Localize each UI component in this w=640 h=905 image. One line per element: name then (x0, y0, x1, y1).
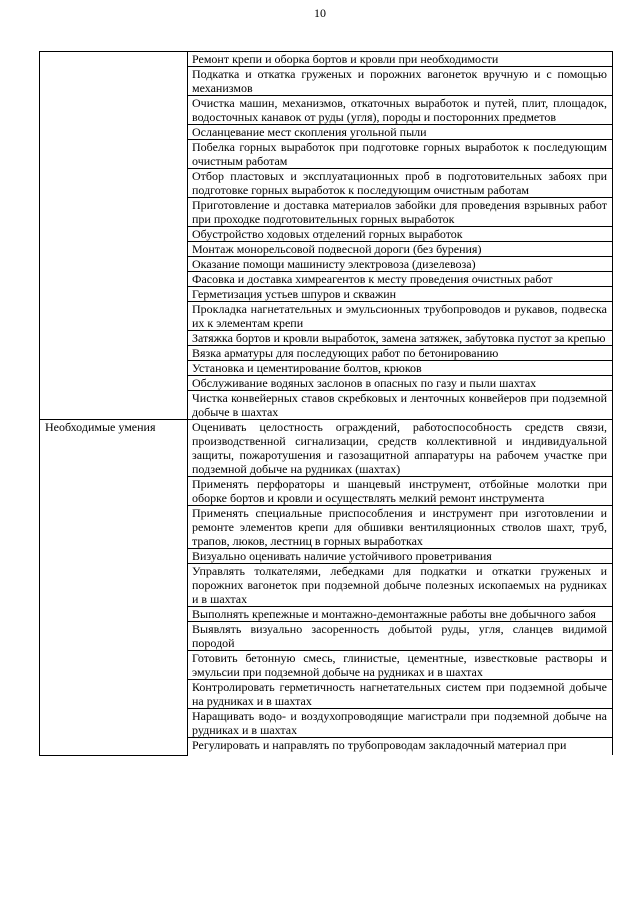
table-cell-item: Вязка арматуры для последующих работ по бетонированию (188, 346, 613, 361)
requirements-table (39, 51, 613, 756)
table-cell-item: Готовить бетонную смесь, глинистые, цементные, известковые растворы и эмульсии при подземной добыче на рудниках и в шахтах (188, 651, 613, 680)
section-label: Необходимые умения (40, 420, 188, 756)
table-cell-item: Обслуживание водяных заслонов в опасных по газу и пыли шахтах (188, 376, 613, 391)
table-cell-item: Ремонт крепи и оборка бортов и кровли при необходимости (188, 52, 613, 67)
page-number: 10 (314, 6, 326, 20)
table-row (40, 52, 613, 67)
table-cell-item: Приготовление и доставка материалов забойки для проведения взрывных работ при проходке подготовительных горных выработок (188, 198, 613, 227)
table-cell-item: Очистка машин, механизмов, откаточных выработок и путей, плит, площадок, водосточных канавок от руды (угля), породы и посторонних предметов (188, 96, 613, 125)
table-cell-item: Контролировать герметичность нагнетательных систем при подземной добыче на рудниках и в шахтах (188, 680, 613, 709)
table-cell-item: Оказание помощи машинисту электровоза (дизелевоза) (188, 257, 613, 272)
table-cell-item: Подкатка и откатка груженых и порожних вагонеток вручную и с помощью механизмов (188, 67, 613, 96)
table-cell-item: Прокладка нагнетательных и эмульсионных трубопроводов и рукавов, подвеска их к элементам крепи (188, 302, 613, 331)
table-cell-item: Визуально оценивать наличие устойчивого проветривания (188, 549, 613, 564)
table-cell-item: Герметизация устьев шпуров и скважин (188, 287, 613, 302)
table-body (40, 52, 613, 756)
table-cell-item: Применять перфораторы и шанцевый инструмент, отбойные молотки при оборке бортов и кровли и осуществлять мелкий ремонт инструмента (188, 477, 613, 506)
table-cell-item: Управлять толкателями, лебедками для подкатки и откатки груженых и порожних вагонеток при подземной добыче полезных ископаемых на рудниках и в шахтах (188, 564, 613, 607)
table-cell-item: Применять специальные приспособления и инструмент при изготовлении и ремонте элементов крепи для обшивки вентиляционных стволов шахт, труб, трапов, люков, лестниц в горных выработках (188, 506, 613, 549)
table-row (40, 420, 613, 477)
table-cell-item: Обустройство ходовых отделений горных выработок (188, 227, 613, 242)
table-cell-item: Побелка горных выработок при подготовке горных выработок к последующим очистным работам (188, 140, 613, 169)
table-cell-item: Чистка конвейерных ставов скребковых и ленточных конвейеров при подземной добыче в шахтах (188, 391, 613, 420)
table-cell-item: Выявлять визуально засоренность добытой руды, угля, сланцев видимой породой (188, 622, 613, 651)
table-cell-item: Регулировать и направлять по трубопроводам закладочный материал при (188, 738, 613, 756)
table-cell-item: Фасовка и доставка химреагентов к месту проведения очистных работ (188, 272, 613, 287)
section-label (40, 52, 188, 420)
table-cell-item: Затяжка бортов и кровли выработок, замена затяжек, забутовка пустот за крепью (188, 331, 613, 346)
table-cell-item: Установка и цементирование болтов, крюков (188, 361, 613, 376)
table-cell-item: Осланцевание мест скопления угольной пыли (188, 125, 613, 140)
table-cell-item: Оценивать целостность ограждений, работоспособность средств связи, производственной сигнализации, средств коллективной и индивидуальной защиты, пожаротушения и газозащитной аппаратуры на рабочем участке при подземной добыче на рудниках (шахтах) (188, 420, 613, 477)
table-cell-item: Монтаж монорельсовой подвесной дороги (без бурения) (188, 242, 613, 257)
table-cell-item: Выполнять крепежные и монтажно-демонтажные работы вне добычного забоя (188, 607, 613, 622)
table-cell-item: Наращивать водо- и воздухопроводящие магистрали при подземной добыче на рудниках и в шахтах (188, 709, 613, 738)
table-cell-item: Отбор пластовых и эксплуатационных проб в подготовительных забоях при подготовке горных выработок к последующим очистным работам (188, 169, 613, 198)
